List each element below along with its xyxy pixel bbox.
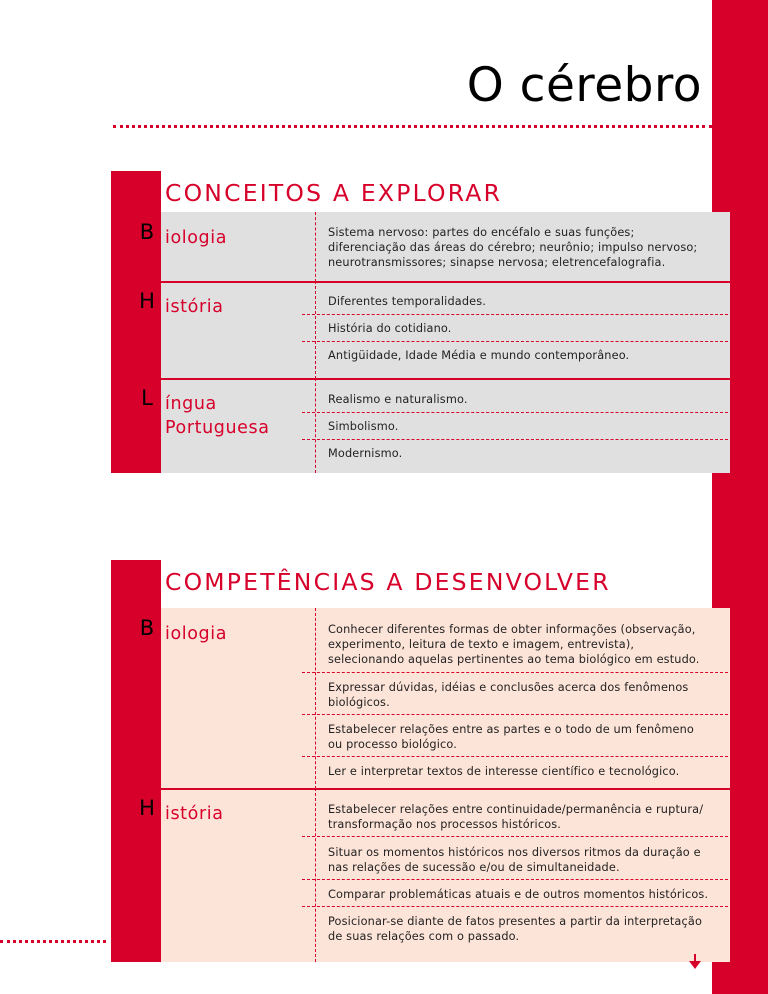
- competency-item: Expressar dúvidas, idéias e conclusões acerca dos fenômenos biológicos.: [328, 681, 689, 709]
- concept-item: História do cotidiano.: [328, 322, 452, 335]
- concepts-title: CONCEITOS A EXPLORAR: [165, 179, 503, 207]
- item-separator: [302, 341, 728, 342]
- competencies-title: COMPETÊNCIAS A DESENVOLVER: [165, 568, 611, 596]
- item-separator: [302, 836, 728, 837]
- competency-items: [315, 608, 712, 789]
- subject-name: iologia: [165, 624, 228, 644]
- subject-name-line2: Portuguesa: [165, 418, 270, 438]
- competencies-subject-biologia: [111, 608, 730, 789]
- concepts-subject-lingua-portuguesa: [111, 378, 730, 473]
- competency-item: Ler e interpretar textos de interesse científico e tecnológico.: [328, 765, 680, 778]
- item-separator: [302, 879, 728, 880]
- competency-items: [315, 788, 712, 962]
- subject-name: [165, 392, 270, 440]
- subject-initial: H: [139, 796, 155, 820]
- item-separator: [302, 714, 728, 715]
- item-separator: [302, 906, 728, 907]
- subject-initial: B: [139, 616, 155, 640]
- item-separator: [302, 756, 728, 757]
- concept-items: [315, 212, 712, 282]
- concept-item: Realismo e naturalismo.: [328, 393, 468, 406]
- page-title: O cérebro: [466, 58, 702, 113]
- item-separator: [302, 672, 728, 673]
- competency-item: Estabelecer relações entre as partes e o todo de um fenômeno ou processo biológico.: [328, 723, 694, 751]
- arrow-down-icon: [689, 961, 701, 969]
- concept-item: Modernismo.: [328, 447, 403, 460]
- subject-initial: H: [139, 289, 155, 313]
- competency-item: Situar os momentos históricos nos diversos ritmos da duração e nas relações de sucessão e/ou de simultaneidade.: [328, 846, 701, 874]
- subject-name: iologia: [165, 228, 228, 248]
- subject-name: istória: [165, 804, 224, 824]
- competency-item: Posicionar-se diante de fatos presentes a partir da interpretação de suas relações com o passado.: [328, 915, 703, 943]
- title-dotted-rule: [113, 125, 712, 128]
- item-separator: [302, 314, 728, 315]
- concept-item: Diferentes temporalidades.: [328, 295, 487, 308]
- concept-items: [315, 378, 712, 473]
- concept-items: [315, 281, 712, 379]
- concept-item: Antigüidade, Idade Média e mundo contemporâneo.: [328, 349, 630, 362]
- subject-initial: B: [139, 220, 155, 244]
- concept-item: Simbolismo.: [328, 420, 399, 433]
- item-separator: [302, 412, 728, 413]
- competency-item: Conhecer diferentes formas de obter informações (observação, experimento, leitura de texto e imagem, entrevista), selecionando aquelas pertinentes ao tema biológico em estudo.: [328, 623, 700, 666]
- subject-name-line1: íngua: [165, 394, 217, 414]
- footer-dotted-rule: [0, 940, 106, 943]
- subject-initial: L: [141, 386, 153, 410]
- competencies-subject-historia: [111, 788, 730, 962]
- subject-name: istória: [165, 297, 224, 317]
- concept-item: Sistema nervoso: partes do encéfalo e suas funções; diferenciação das áreas do cérebro; neurônio; impulso nervoso; neurotransmissores; sinapse nervosa; eletrencefalografia.: [328, 226, 698, 269]
- concepts-subject-biologia: [111, 212, 730, 282]
- concepts-subject-historia: [111, 281, 730, 379]
- competency-item: Comparar problemáticas atuais e de outros momentos históricos.: [328, 888, 709, 901]
- item-separator: [302, 439, 728, 440]
- competency-item: Estabelecer relações entre continuidade/permanência e ruptura/ transformação nos processos históricos.: [328, 803, 704, 831]
